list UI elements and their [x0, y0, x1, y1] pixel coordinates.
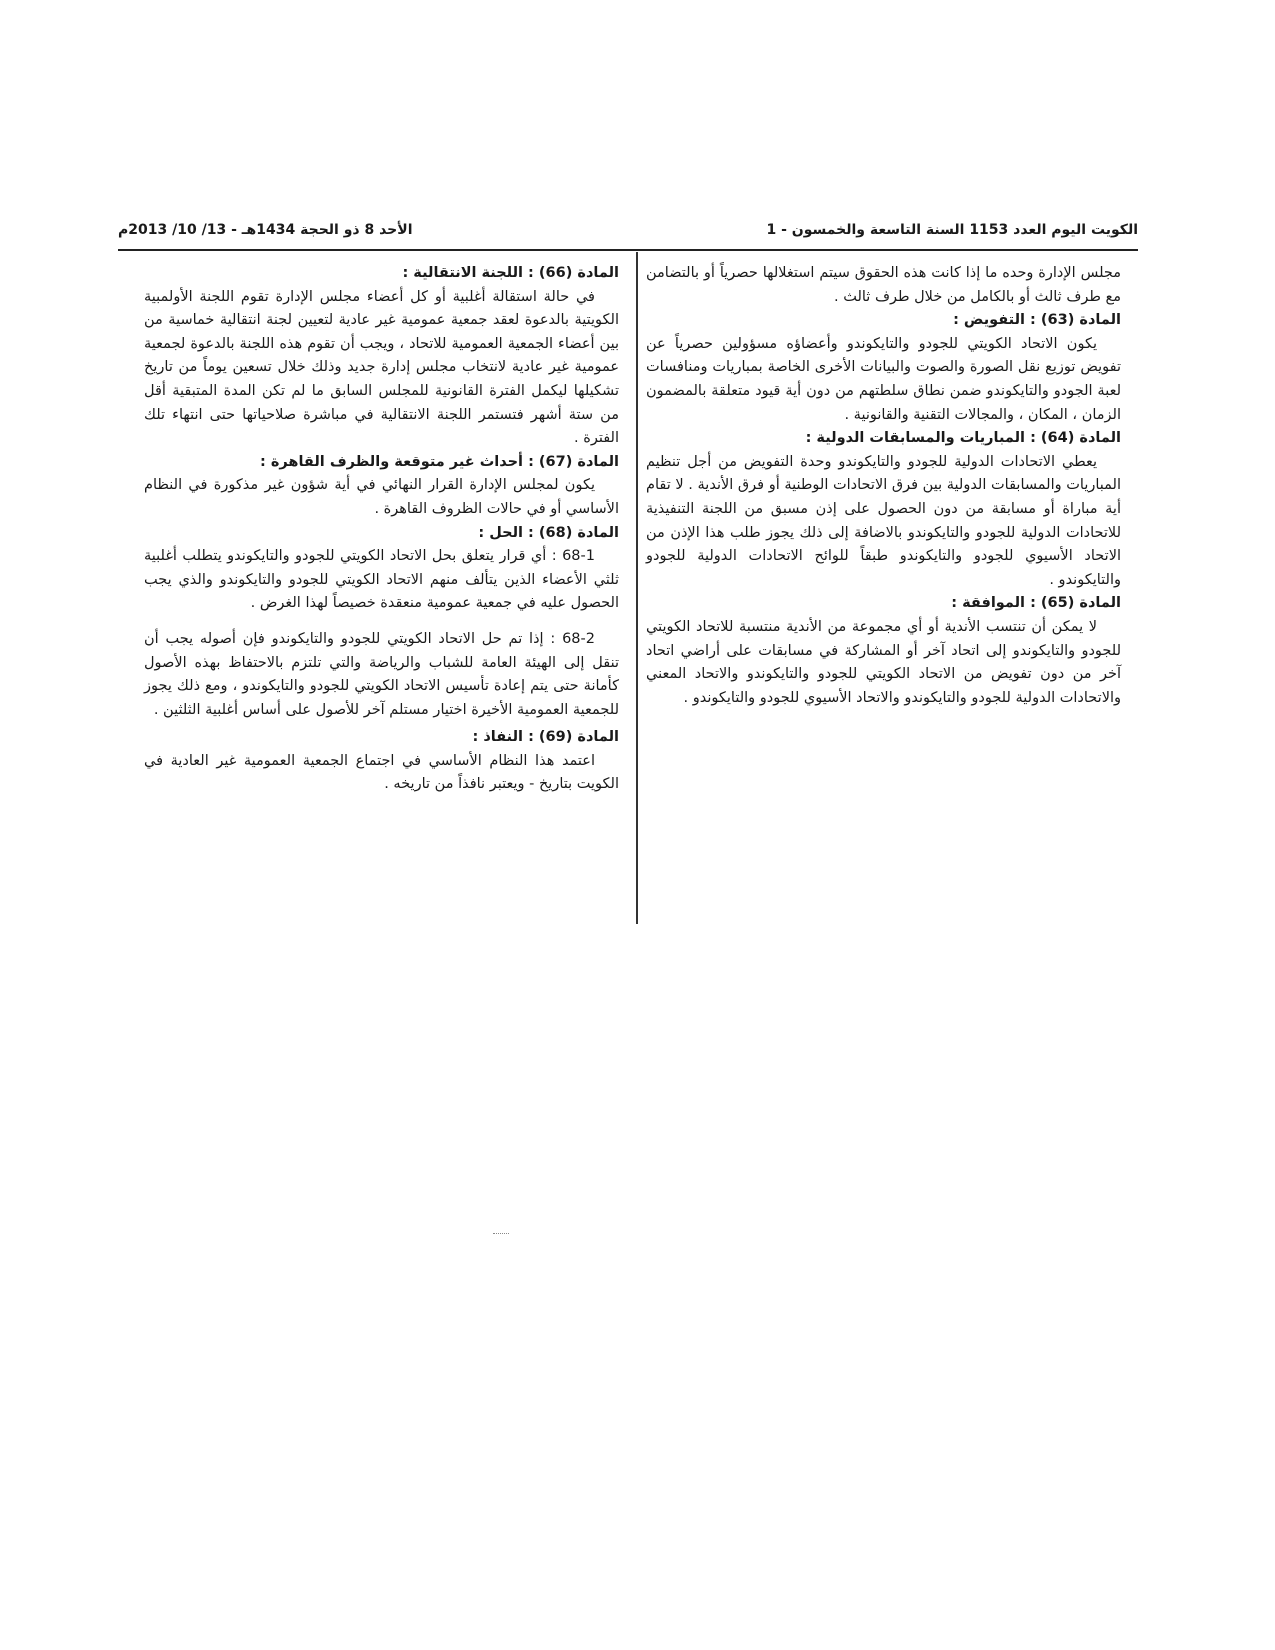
article-69-text: اعتمد هذا النظام الأساسي في اجتماع الجمعية العمومية غير العادية في الكويت بتاريخ - ويعتبر نافذاً من تاريخه . — [144, 752, 619, 793]
header-date: الأحد 8 ذو الحجة 1434هـ - 13/ 10/ 2013م — [118, 222, 413, 238]
right-column — [646, 262, 1121, 710]
article-68-1-text: 68-1 : أي قرار يتعلق بحل الاتحاد الكويتي للجودو والتايكوندو يتطلب أغلبية ثلثي الأعضاء الذين يتألف منهم الاتحاد الكويتي للجودو والتايكوندو والذي يجب الحصول عليه في جمعية عمومية منعقدة خصيصاً لهذا الغرض . — [144, 548, 619, 612]
left-column — [144, 262, 619, 797]
article-63-heading: المادة (63) : التفويض : — [953, 312, 1121, 329]
article-67-text: يكون لمجلس الإدارة القرار النهائي في أية شؤون غير مذكورة في النظام الأساسي أو في حالات الظروف القاهرة . — [144, 477, 619, 517]
column-divider — [636, 252, 638, 924]
article-65-heading: المادة (65) : الموافقة : — [951, 595, 1121, 612]
scan-mark — [493, 1233, 509, 1234]
article-65-text: لا يمكن أن تنتسب الأندية أو أي مجموعة من الأندية منتسبة للاتحاد الكويتي للجودو والتايكوندو إلى اتحاد آخر أو المشاركة في مسابقات على أراضي اتحاد آخر من دون تفويض من الاتحاد الكويتي للجودو والتايكوندو والاتحاد المعني والاتحادات الدولية للجودو والتايكوندو والاتحاد الأسيوي للجودو والتايكوندو . — [646, 618, 1121, 706]
article-68-2-text: 68-2 : إذا تم حل الاتحاد الكويتي للجودو والتايكوندو فإن أصوله يجب أن تنقل إلى الهيئة العامة للشباب والرياضة والتي تلتزم بالاحتفاظ بهذه الأصول كأمانة حتى يتم إعادة تأسيس الاتحاد الكويتي للجودو والتايكوندو ، ومع ذلك يجوز للجمعية العمومية الأخيرة اختيار مستلم آخر للأصول على أساس أغلبية الثلثين . — [144, 630, 619, 718]
article-68-heading: المادة (68) : الحل : — [478, 524, 619, 541]
header-rule — [118, 249, 1138, 251]
article-69-heading: المادة (69) : النفاذ : — [472, 729, 619, 746]
article-64-heading: المادة (64) : المباريات والمسابقات الدولية : — [805, 430, 1121, 447]
page-header — [118, 222, 1138, 248]
article-63-text: يكون الاتحاد الكويتي للجودو والتايكوندو وأعضاؤه مسؤولين حصرياً عن تفويض توزيع نقل الصورة والصوت والبيانات الأخرى الخاصة بمباريات ومنافسات لعبة الجودو والتايكوندو ضمن نطاق سلطتهم من دون أية قيود متعلقة بالمضمون الزمان ، المكان ، والمجالات التقنية والقانونية . — [646, 335, 1121, 423]
continuation-text: مجلس الإدارة وحده ما إذا كانت هذه الحقوق سيتم استغلالها حصرياً أو بالتضامن مع طرف ثالث أو بالكامل من خلال طرف ثالث . — [646, 265, 1121, 305]
article-67-heading: المادة (67) : أحداث غير متوقعة والظرف القاهرة : — [260, 453, 619, 470]
header-gazette-info: الكويت اليوم العدد 1153 السنة التاسعة والخمسون - 1 — [766, 222, 1138, 238]
article-66-text: في حالة استقالة أغلبية أو كل أعضاء مجلس الإدارة تقوم اللجنة الأولمبية الكويتية بالدعوة لعقد جمعية عمومية غير عادية لتعيين لجنة انتقالية خماسية من بين أعضاء الجمعية العمومية للاتحاد ، ويجب أن تقوم هذه اللجنة بالدعوة لجمعية عمومية غير عادية لانتخاب مجلس إدارة جديد وذلك خلال تسعين يوماً من تاريخ تشكيلها ليكمل الفترة القانونية للمجلس السابق ما لم تكن المدة المتبقية أقل من ستة أشهر فتستمر اللجنة الانتقالية في مباشرة صلاحياتها حتى انتهاء تلك الفترة . — [144, 288, 619, 447]
article-66-heading: المادة (66) : اللجنة الانتقالية : — [402, 265, 619, 281]
article-64-text: يعطي الاتحادات الدولية للجودو والتايكوندو وحدة التفويض من أجل تنظيم المباريات والمسابقات الدولية بين فرق الاتحادات الوطنية أو فرق الأندية . لا تقام أية مباراة أو مسابقة من دون الحصول على إذن مسبق من اللجنة التنفيذية للاتحادات الدولية للجودو والتايكوندو بالاضافة إلى ذلك يجوز طلب هذا الإذن من الاتحاد الأسيوي للجودو والتايكوندو طبقاً للوائح الاتحادات الدولية للجودو والتايكوندو . — [646, 453, 1121, 588]
